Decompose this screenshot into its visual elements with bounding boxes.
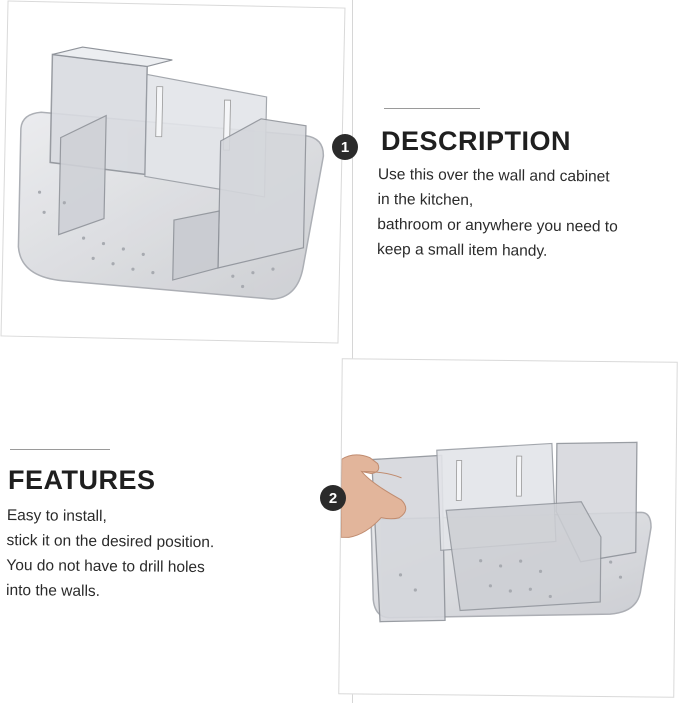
organizer-photo-icon: [2, 2, 345, 343]
description-rule: [384, 108, 480, 109]
features-line: into the walls.: [5, 581, 101, 600]
features-line: stick it on the desired position.: [6, 531, 215, 552]
features-rule: [10, 449, 110, 450]
description-line: Use this over the wall and cabinet: [377, 165, 610, 186]
product-photo-1: [1, 0, 346, 343]
features-line: Easy to install,: [6, 506, 107, 526]
product-photo-2: [338, 358, 678, 698]
features-heading: FEATURES: [8, 465, 156, 495]
organizer-in-hand-photo-icon: [339, 359, 676, 696]
description-line: keep a small item handy.: [376, 240, 548, 260]
step-badge-1: 1: [332, 134, 358, 160]
features-text: [6, 503, 215, 605]
description-text: [377, 162, 618, 265]
description-heading: DESCRIPTION: [381, 126, 572, 156]
description-line: bathroom or anywhere you need to: [377, 215, 618, 236]
description-line: in the kitchen,: [377, 190, 474, 209]
step-badge-2: 2: [320, 485, 346, 511]
features-line: You do not have to drill holes: [6, 556, 205, 577]
